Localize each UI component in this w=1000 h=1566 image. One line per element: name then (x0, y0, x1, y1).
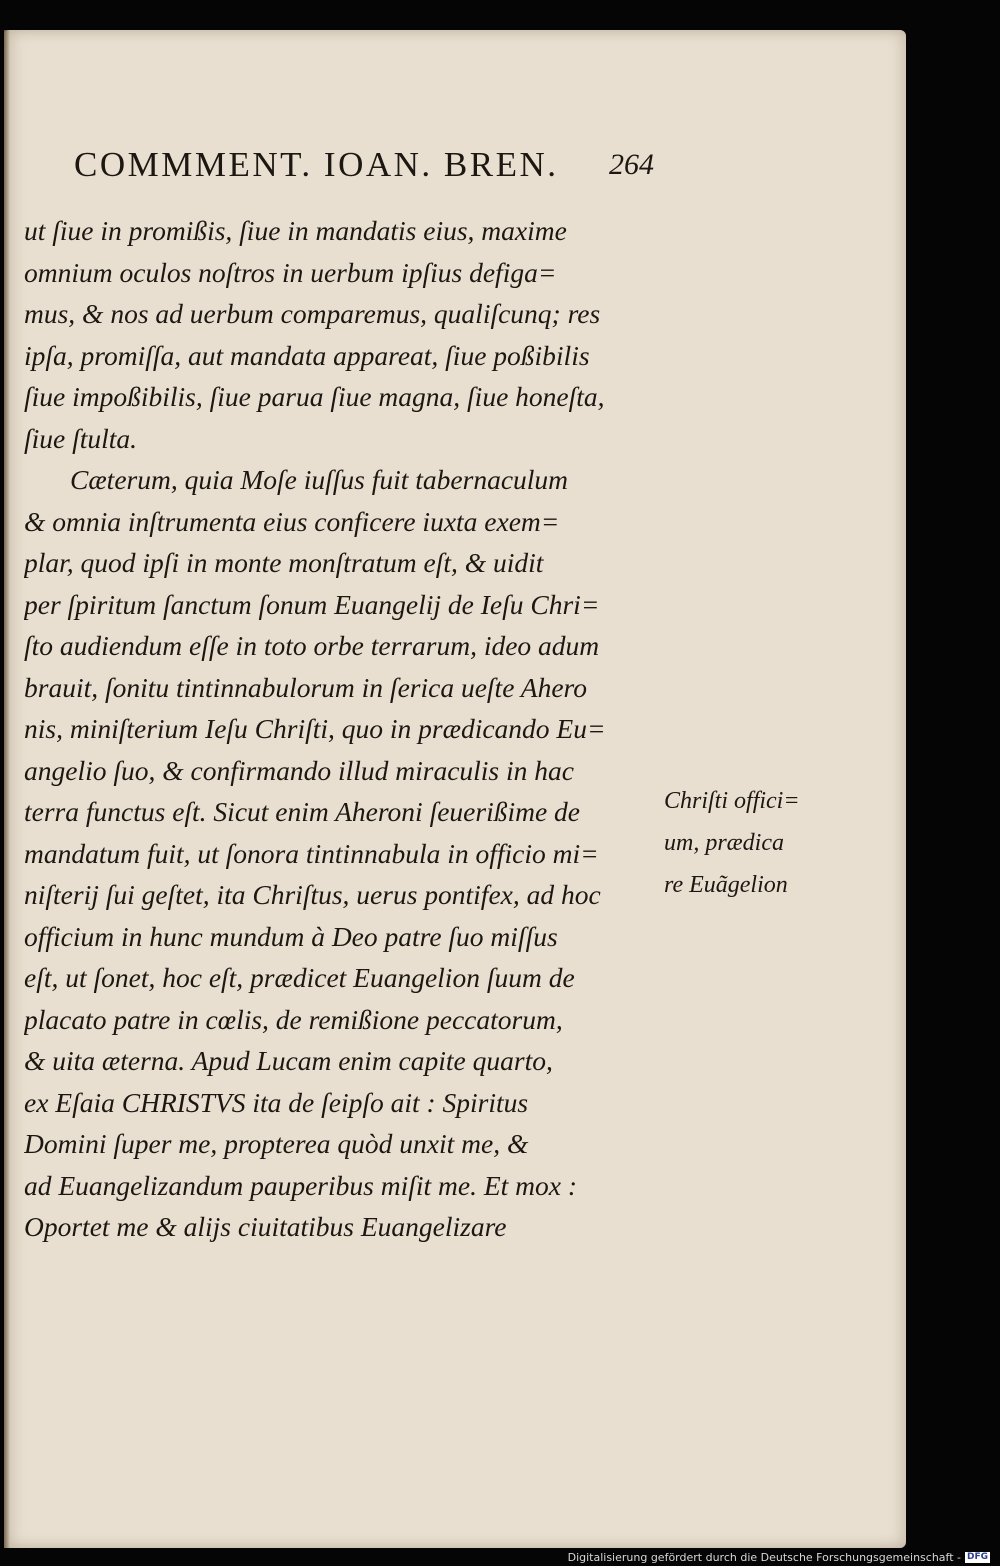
text-line: brauit, ſonitu tintinnabulorum in ſerica ueſte Ahero (24, 671, 587, 703)
text-line: eſt, ut ſonet, hoc eſt, prædicet Euangelion ſuum de (24, 962, 575, 993)
text-line: mandatum fuit, ut ſonora tintinnabula in officio mi= (24, 837, 599, 869)
text-line: angelio ſuo, & confirmando illud miraculis in hac (24, 754, 574, 786)
book-page (4, 30, 906, 1548)
text-line: ad Euangelizandum pauperibus miſit me. Et mox : (24, 1169, 577, 1201)
digitization-footer (568, 1550, 990, 1564)
text-line: Domini ſuper me, propterea quòd unxit me, & (24, 1128, 529, 1159)
text-line: omnium oculos noſtros in uerbum ipſius defiga= (24, 256, 557, 288)
text-line: Oportet me & alijs ciuitatibus Euangelizare (24, 1211, 507, 1242)
text-line: Cæterum, quia Moſe iuſſus fuit tabernaculum (70, 464, 569, 495)
margin-note-line: re Euãgelion (664, 872, 788, 898)
text-line: ex Eſaia CHRISTVS ita de ſeipſo ait : Spiritus (24, 1086, 529, 1118)
text-line: ſto audiendum eſſe in toto orbe terrarum, ideo adum (24, 630, 600, 661)
text-line: ſiue impoßibilis, ſiue parua ſiue magna, ſiue honeſta, (24, 381, 605, 412)
text-line: & uita æterna. Apud Lucam enim capite quarto, (24, 1045, 553, 1076)
text-line: ut ſiue in promißis, ſiue in mandatis eius, maxime (24, 215, 567, 246)
funding-credit: Digitalisierung gefördert durch die Deutsche Forschungsgemeinschaft - (567, 1550, 961, 1564)
page-header (74, 130, 654, 200)
page-number: 264 (609, 148, 654, 181)
main-text-block (24, 210, 664, 1248)
dfg-logo: DFG (966, 1551, 988, 1562)
margin-note-line: Chriſti offici= (664, 788, 800, 814)
text-line: per ſpiritum ſanctum ſonum Euangelij de Ieſu Chri= (24, 588, 600, 620)
text-line: nis, miniſterium Ieſu Chriſti, quo in prædicando Eu= (24, 713, 606, 744)
text-line: ipſa, promiſſa, aut mandata appareat, ſiue poßibilis (24, 339, 590, 371)
text-line: officium in hunc mundum à Deo patre ſuo miſſus (24, 920, 558, 952)
running-title: COMMMENT. IOAN. BREN. (74, 145, 559, 184)
text-line: plar, quod ipſi in monte monſtratum eſt, & uidit (24, 547, 544, 578)
text-line: & omnia inſtrumenta eius conficere iuxta exem= (24, 505, 560, 537)
text-line: ſiue ſtulta. (24, 422, 138, 454)
text-line: terra functus eſt. Sicut enim Aheroni ſeuerißime de (24, 796, 581, 827)
text-line: mus, & nos ad uerbum comparemus, qualiſcunq; res (24, 298, 601, 329)
margin-note-line: um, prædica (664, 830, 784, 856)
margin-note (664, 780, 864, 906)
text-line: niſterij ſui geſtet, ita Chriſtus, uerus pontifex, ad hoc (24, 879, 601, 910)
text-line: placato patre in cœlis, de remißione peccatorum, (24, 1003, 563, 1035)
